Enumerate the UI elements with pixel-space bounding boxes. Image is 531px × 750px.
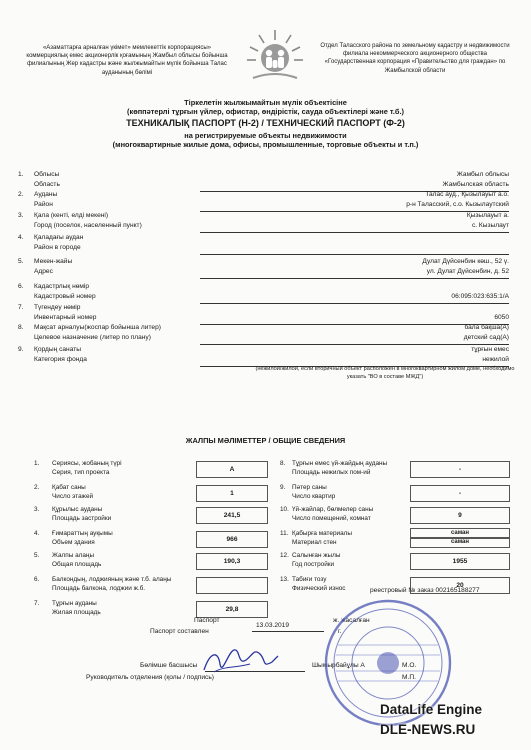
info-value-box: саман bbox=[410, 537, 510, 548]
info-number: 1. bbox=[34, 460, 40, 467]
field-value-ru: с. Кызылаут bbox=[471, 222, 509, 229]
info-label-kz: Жалпы алаңы bbox=[52, 552, 95, 559]
field-value-kz: Қызылауыт а. bbox=[466, 212, 509, 219]
field-row bbox=[0, 268, 531, 279]
info-number: 13. bbox=[280, 576, 289, 583]
field-row bbox=[0, 201, 531, 212]
info-label-kz: Тұрғын ауданы bbox=[52, 600, 97, 607]
info-label-kz: Құрылыс ауданы bbox=[52, 506, 103, 513]
watermark-line-2: DLE-NEWS.RU bbox=[380, 722, 476, 737]
info-label-ru: Объем здания bbox=[52, 538, 95, 546]
info-value-box: - bbox=[410, 485, 510, 502]
field-label-kz: Қордың санаты bbox=[34, 346, 81, 353]
field-underline bbox=[200, 254, 509, 255]
info-label-ru: Год постройки bbox=[292, 560, 335, 568]
field-label-ru: Район bbox=[34, 201, 53, 208]
header-left-text: «Азаматтарға арналған үкімет» мемлекеттік корпорациясы» коммерциялық емес акционерлік қоғамының Жамбыл облысы бойынша филиалының Жер кадастры және жылжымайтын мүлік бойынша Талас ауданының бөлімі bbox=[26, 45, 228, 76]
field-value-kz: тұрғын емес bbox=[471, 346, 509, 353]
general-info-heading: ЖАЛПЫ МӘЛІМЕТТЕР / ОБЩИЕ СВЕДЕНИЯ bbox=[185, 436, 346, 445]
field-value-ru: Жамбылская область bbox=[442, 181, 509, 188]
passport-suffix-kz: ж. жасалған bbox=[333, 617, 370, 624]
field-number: 4. bbox=[18, 234, 24, 241]
passport-date: 13.03.2019 bbox=[256, 622, 290, 629]
info-label-ru: Общая площадь bbox=[52, 560, 102, 568]
title-line-1: Тіркелетін жылжымайтын мүлік объектісіне bbox=[184, 98, 347, 107]
info-label-kz: Тұрғын емес үй-жайдың ауданы bbox=[292, 460, 388, 467]
info-value-box: 29,8 bbox=[196, 601, 268, 618]
handwritten-signature bbox=[200, 642, 280, 678]
field-number: 3. bbox=[18, 212, 24, 219]
info-label-ru: Число помещений, комнат bbox=[292, 514, 371, 522]
field-label-ru: Область bbox=[34, 181, 60, 188]
field-label-kz: Қала (кенті, елді мекені) bbox=[34, 212, 109, 219]
field-row bbox=[0, 244, 531, 255]
title-line-2: (көппәтерлі тұрғын үйлер, офистар, өндірістік, сауда объектілері және т.б.) bbox=[127, 107, 404, 116]
site-watermark bbox=[380, 702, 525, 746]
info-number: 12. bbox=[280, 552, 289, 559]
info-label-kz: Қабат саны bbox=[52, 484, 86, 491]
info-value-box: 1 bbox=[196, 485, 268, 502]
field-value-ru: р-н Таласский, с.о. Кызылаутский bbox=[406, 201, 509, 208]
info-number: 3. bbox=[34, 506, 40, 513]
field-label-ru: Город (поселок, населенный пункт) bbox=[34, 222, 142, 229]
field-underline bbox=[200, 232, 509, 233]
field-label-kz: Қаладағы аудан bbox=[34, 234, 84, 241]
field-value-ru: 06:095:023:635:1/А bbox=[451, 293, 509, 300]
head-name: Шымырбайұлы А bbox=[312, 662, 365, 669]
field-value-ru: 6050 bbox=[494, 314, 509, 321]
info-label-kz: Салынған жылы bbox=[292, 552, 341, 559]
field-number: 5. bbox=[18, 258, 24, 265]
info-value-box: 241,5 bbox=[196, 507, 268, 524]
field-number: 9. bbox=[18, 346, 24, 353]
watermark-line-1: DataLife Engine bbox=[380, 702, 483, 717]
field-row bbox=[0, 222, 531, 233]
field-value-ru: нежилой bbox=[482, 356, 509, 363]
info-label-ru: Площадь нежилых пом-ий bbox=[292, 468, 371, 476]
field-label-kz: Облысы bbox=[34, 171, 60, 178]
field-row bbox=[0, 293, 531, 304]
field-value-kz: бала бақша(А) bbox=[464, 324, 509, 331]
info-number: 2. bbox=[34, 484, 40, 491]
info-value-box bbox=[196, 577, 268, 594]
info-value-box: 1955 bbox=[410, 553, 510, 570]
info-number: 10. bbox=[280, 506, 289, 513]
field-label-kz: Кадастрлық нөмір bbox=[34, 283, 90, 290]
info-number: 9. bbox=[280, 484, 286, 491]
info-label-ru: Число квартир bbox=[292, 492, 336, 500]
info-number: 6. bbox=[34, 576, 40, 583]
info-value-box: А bbox=[196, 461, 268, 478]
info-number: 4. bbox=[34, 530, 40, 537]
info-label-ru: Серия, тип проекта bbox=[52, 468, 110, 476]
category-note: (нежилой/жилой, если вторичный объект расположен в многоквартирном жилом доме, необходимо указать "ВО в составе МЖД") bbox=[255, 366, 515, 380]
seal-place-ru: М.П. bbox=[402, 674, 416, 681]
field-underline bbox=[200, 278, 509, 279]
order-number: реестровый № заказ 002165188277 bbox=[370, 587, 480, 594]
info-number: 5. bbox=[34, 552, 40, 559]
info-value-box: 190,3 bbox=[196, 553, 268, 570]
field-label-ru: Кадастровый номер bbox=[34, 293, 96, 300]
info-label-ru: Число этажей bbox=[52, 492, 94, 500]
date-underline bbox=[252, 631, 324, 632]
field-number: 8. bbox=[18, 324, 24, 331]
info-label-ru: Физический износ bbox=[292, 584, 346, 592]
field-label-ru: Инвентарный номер bbox=[34, 314, 97, 321]
info-label-kz: Үй-жайлар, бөлмелер саны bbox=[292, 506, 374, 513]
page-title: ТЕХНИКАЛЫҚ ПАСПОРТ (Н-2) / ТЕХНИЧЕСКИЙ ПАСПОРТ (Ф-2) bbox=[126, 118, 405, 128]
field-value-kz: Жамбыл облысы bbox=[456, 171, 509, 178]
field-number: 1. bbox=[18, 171, 24, 178]
field-value-kz: Дулат Дүйсенбин көш., 52 ү. bbox=[422, 258, 509, 265]
info-number: 8. bbox=[280, 460, 286, 467]
info-label-ru: Материал стен bbox=[292, 538, 337, 546]
info-value-box: 9 bbox=[410, 507, 510, 524]
field-value-ru: детский сад(А) bbox=[463, 334, 509, 341]
field-label-ru: Район в городе bbox=[34, 244, 81, 251]
field-label-ru: Целевое назначение (литер по плану) bbox=[34, 334, 151, 341]
seal-place-kz: М.О. bbox=[402, 662, 417, 669]
field-label-kz: Мекен-жайы bbox=[34, 258, 73, 265]
info-label-kz: Сериясы, жобаның түрі bbox=[52, 460, 122, 467]
gov-corporation-logo bbox=[245, 26, 305, 88]
head-label-kz: Бөлімше басшысы bbox=[140, 662, 198, 669]
info-label-kz: Қабырға материалы bbox=[292, 530, 352, 537]
info-label-kz: Пәтер саны bbox=[292, 484, 327, 491]
head-label-ru: Руководитель отделения (қолы / подпись) bbox=[86, 674, 214, 681]
passport-label-kz: Паспорт bbox=[194, 617, 220, 624]
info-label-ru: Площадь балкона, лоджии ж.б. bbox=[52, 584, 146, 592]
info-number: 11. bbox=[280, 530, 289, 537]
field-label-ru: Адрес bbox=[34, 268, 53, 275]
passport-suffix-ru: г. bbox=[338, 628, 342, 635]
info-value-box: 20 bbox=[410, 577, 510, 594]
field-number: 2. bbox=[18, 191, 24, 198]
info-label-kz: Ғимараттың ауқымы bbox=[52, 530, 113, 537]
field-value-kz: Талас ауд., Қызылауыт а.о. bbox=[425, 191, 509, 198]
field-underline bbox=[200, 344, 509, 345]
field-number: 6. bbox=[18, 283, 24, 290]
info-number: 7. bbox=[34, 600, 40, 607]
info-label-ru: Жилая площадь bbox=[52, 608, 101, 616]
field-label-kz: Түгендеу нөмір bbox=[34, 304, 81, 311]
info-value-box: - bbox=[410, 461, 510, 478]
info-label-ru: Площадь застройки bbox=[52, 514, 112, 522]
passport-label-ru: Паспорт составлен bbox=[150, 628, 209, 635]
info-value-box: саман bbox=[410, 528, 510, 539]
header-right-text: Отдел Таласского района по земельному кадастру и недвижимости филиала некоммерческого акционерного общества «Государственная корпорация «Правительство для граждан» по Жамбылской области bbox=[320, 43, 510, 74]
field-label-kz: Мақсат арналуы(жоспар бойынша литер) bbox=[34, 324, 161, 331]
field-value-ru: ул. Дулат Дүйсенбин, д. 52 bbox=[426, 268, 509, 275]
field-row bbox=[0, 334, 531, 345]
info-value-box: 966 bbox=[196, 531, 268, 548]
info-label-kz: Табиғи тозу bbox=[292, 576, 327, 583]
field-label-ru: Категория фонда bbox=[34, 356, 87, 363]
field-label-kz: Ауданы bbox=[34, 191, 58, 198]
title-line-3: на регистрируемые объекты недвижимости bbox=[184, 131, 347, 140]
info-label-kz: Балкондың, лоджияның және т.б. алаңы bbox=[52, 576, 172, 583]
field-number: 7. bbox=[18, 304, 24, 311]
title-line-4: (многоквартирные жилые дома, офисы, промышленные, торговые объекты и т.п.) bbox=[112, 140, 419, 149]
